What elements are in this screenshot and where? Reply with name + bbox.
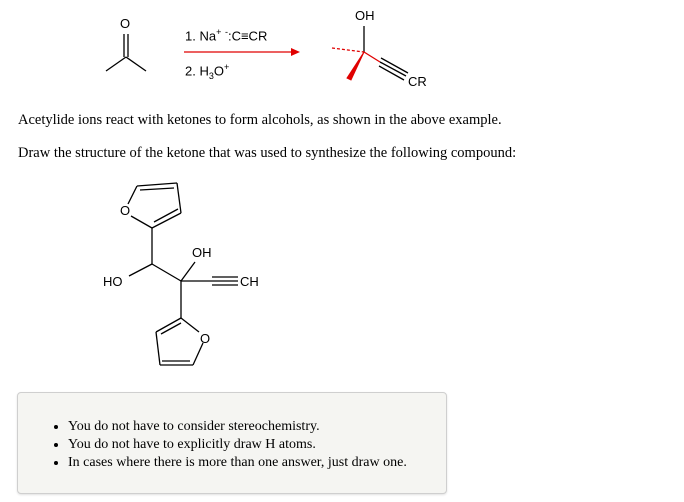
acetone-structure <box>106 34 146 71</box>
acetone-oxygen: O <box>120 16 131 31</box>
note-multiple-answers: • In cases where there is more than one answer, just draw one. <box>68 454 407 472</box>
note-h-atoms: • You do not have to explicitly draw H atoms. <box>68 436 407 454</box>
top-furan-oxygen: O <box>120 203 131 218</box>
reagent-step-2: 2. $H_3O^+$ <box>185 62 230 81</box>
ho-label: HO <box>103 274 123 289</box>
target-molecule <box>95 170 295 370</box>
product-structure <box>332 26 408 80</box>
product-cr-label: CR <box>408 74 427 89</box>
notes-box <box>17 392 447 494</box>
reaction-arrow <box>184 48 300 56</box>
notes-list <box>18 418 407 472</box>
reagent-step-1: 1. Na+ -:C≡CR <box>185 27 268 44</box>
example-reaction-scheme <box>0 0 684 110</box>
center-oh-label: OH <box>192 245 212 260</box>
note-stereochemistry: • You do not have to consider stereochemistry. <box>68 418 407 436</box>
product-oh-label: OH <box>355 8 375 23</box>
instruction-line-2: Draw the structure of the ketone that was used to synthesize the following compound: <box>18 145 517 161</box>
instruction-line-1: Acetylide ions react with ketones to form alcohols, as shown in the above example. <box>18 112 502 128</box>
alkyne-ch-label: CH <box>240 274 259 289</box>
bottom-furan-oxygen: O <box>200 331 211 346</box>
